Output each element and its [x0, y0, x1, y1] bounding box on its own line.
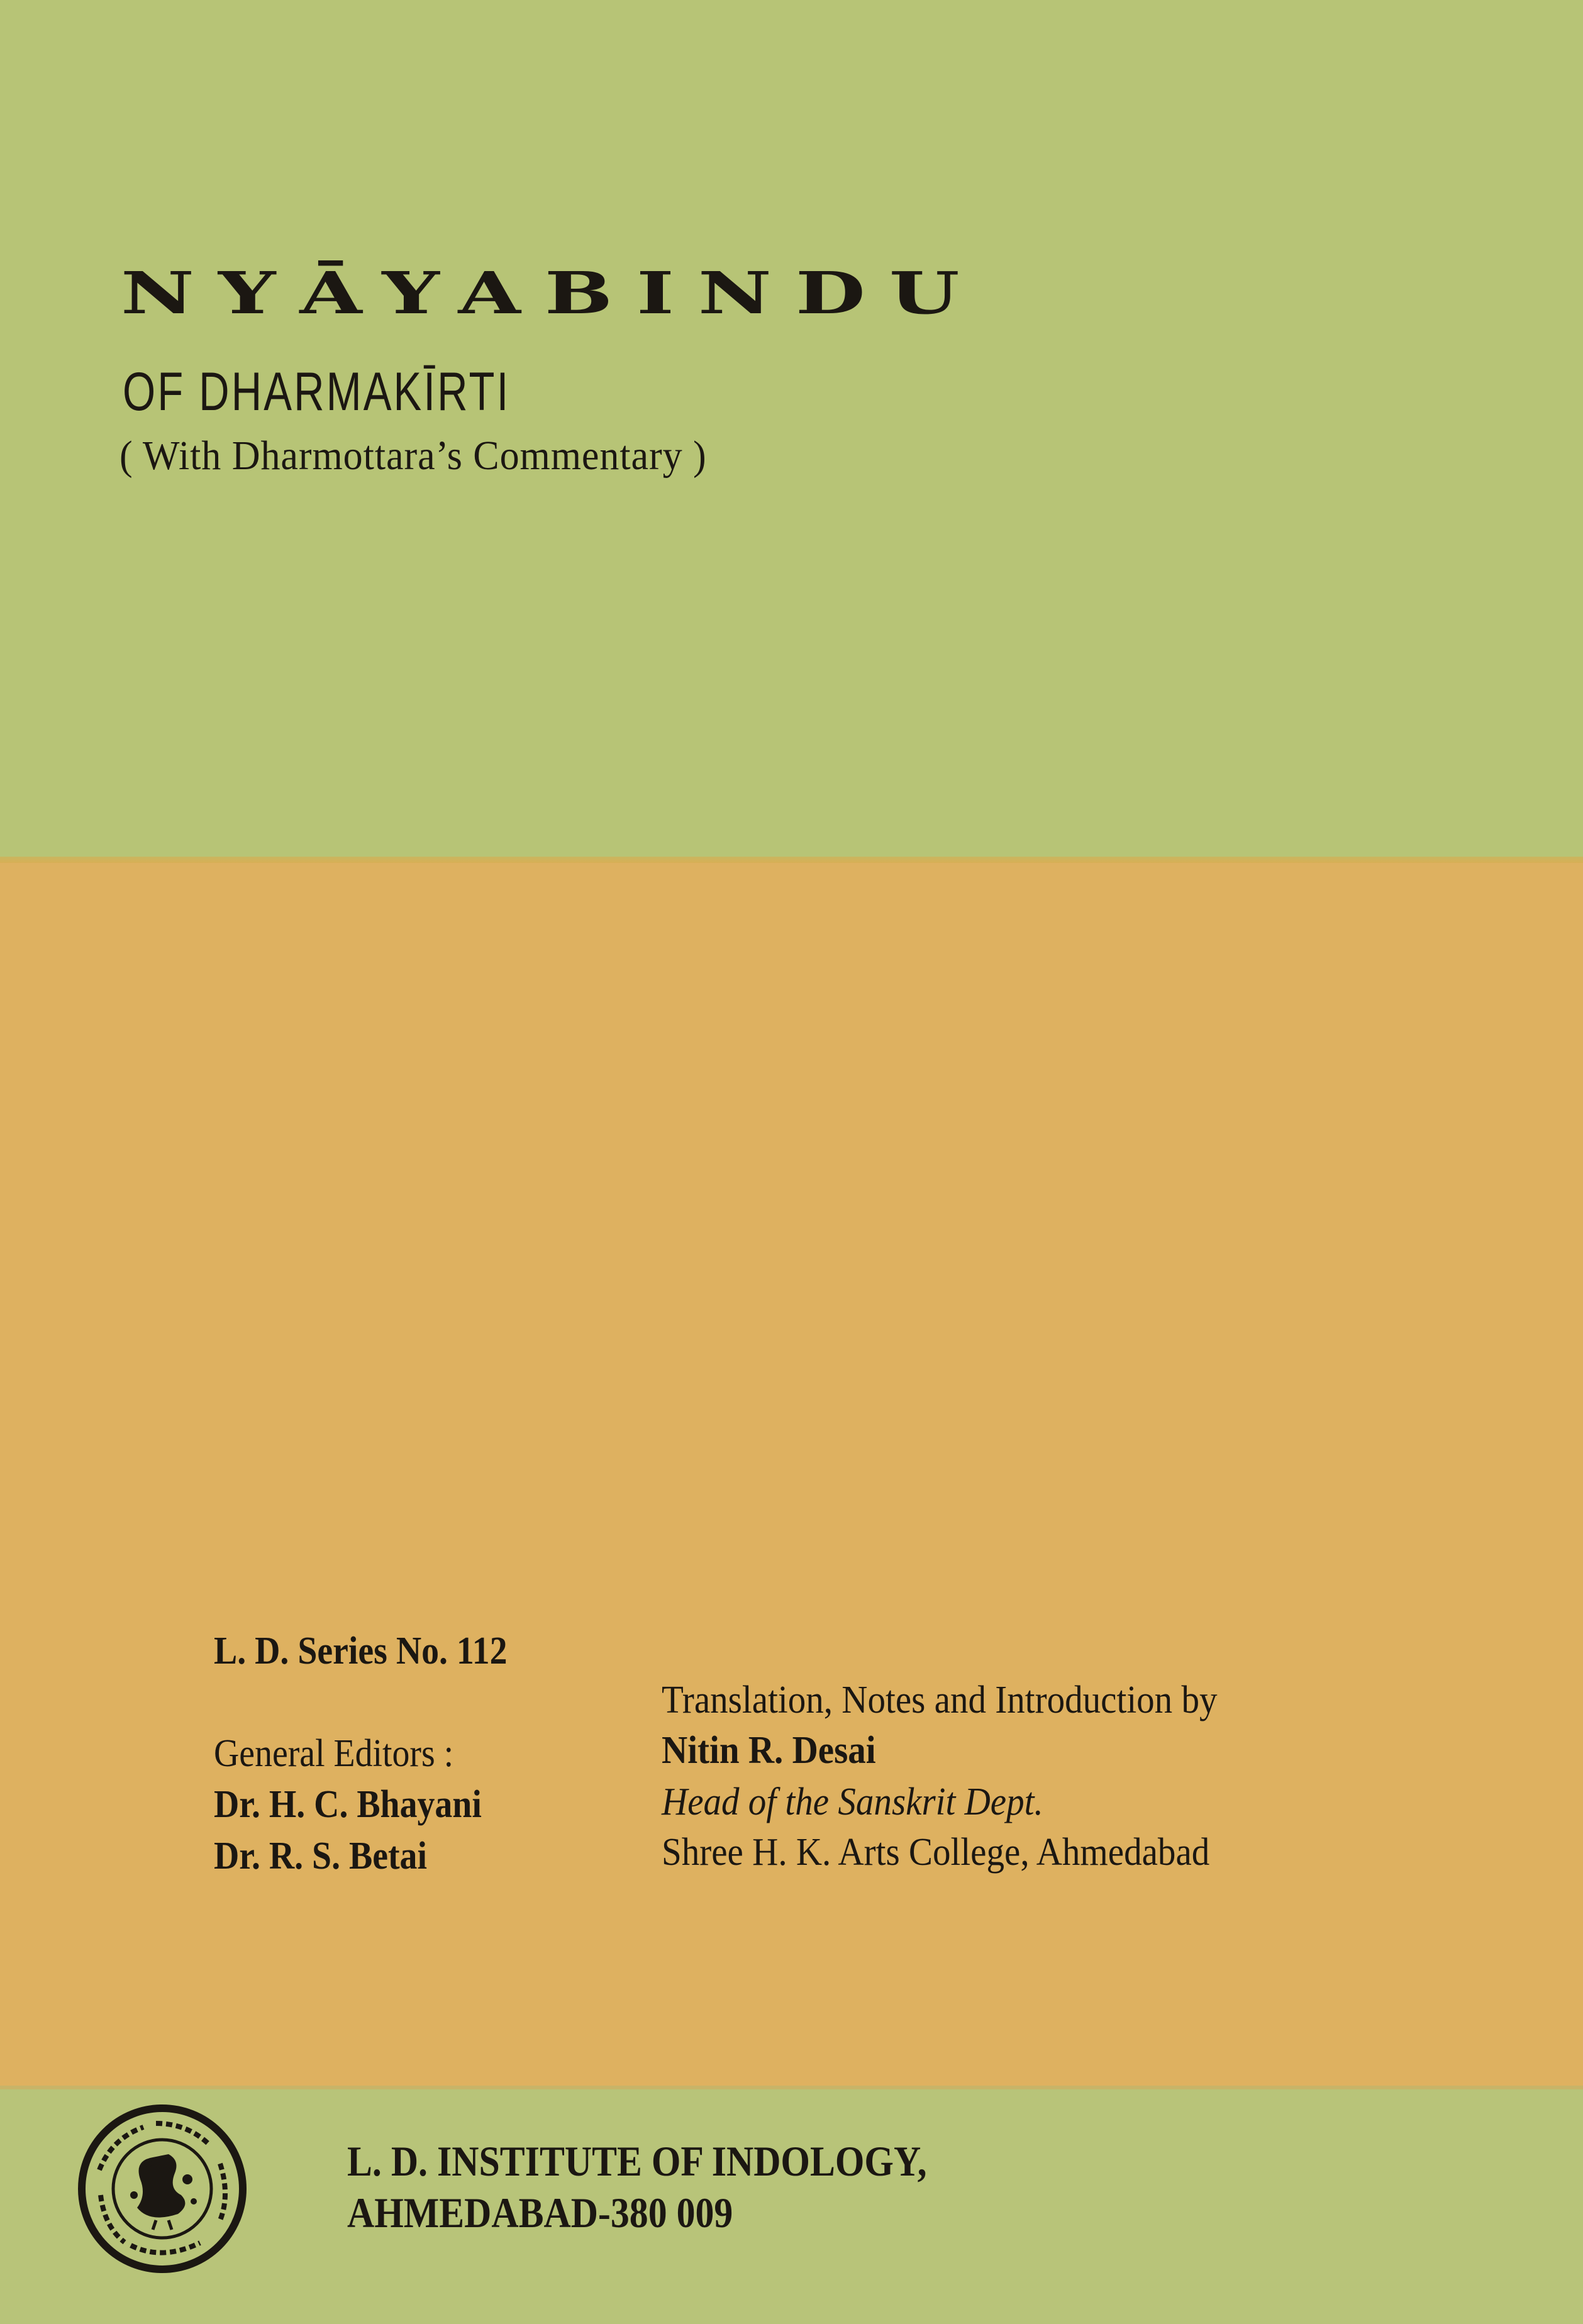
translation-credit: Translation, Notes and Introduction by	[662, 1679, 1218, 1721]
commentary-line: ( With Dharmottara’s Commentary )	[119, 433, 707, 479]
institute-seal-icon	[74, 2101, 250, 2277]
band-seam-bottom	[0, 2086, 1583, 2089]
middle-orange-band	[0, 860, 1583, 2088]
editor-name: Dr. R. S. Betai	[214, 1835, 427, 1877]
editors-label: General Editors :	[214, 1732, 454, 1775]
author-line: OF DHARMAKĪRTI	[123, 362, 511, 422]
translator-title: Head of the Sanskrit Dept.	[662, 1781, 1043, 1823]
publisher-address: AHMEDABAD-380 009	[347, 2189, 733, 2237]
top-green-band	[0, 0, 1583, 860]
translator-name: Nitin R. Desai	[662, 1729, 876, 1772]
band-seam-top	[0, 857, 1583, 863]
translator-affiliation: Shree H. K. Arts College, Ahmedabad	[662, 1831, 1210, 1874]
editor-name: Dr. H. C. Bhayani	[214, 1783, 482, 1826]
book-title: NYĀYABINDU	[121, 259, 984, 328]
publisher-name: L. D. INSTITUTE OF INDOLOGY,	[347, 2137, 927, 2185]
series-number: L. D. Series No. 112	[214, 1630, 508, 1672]
